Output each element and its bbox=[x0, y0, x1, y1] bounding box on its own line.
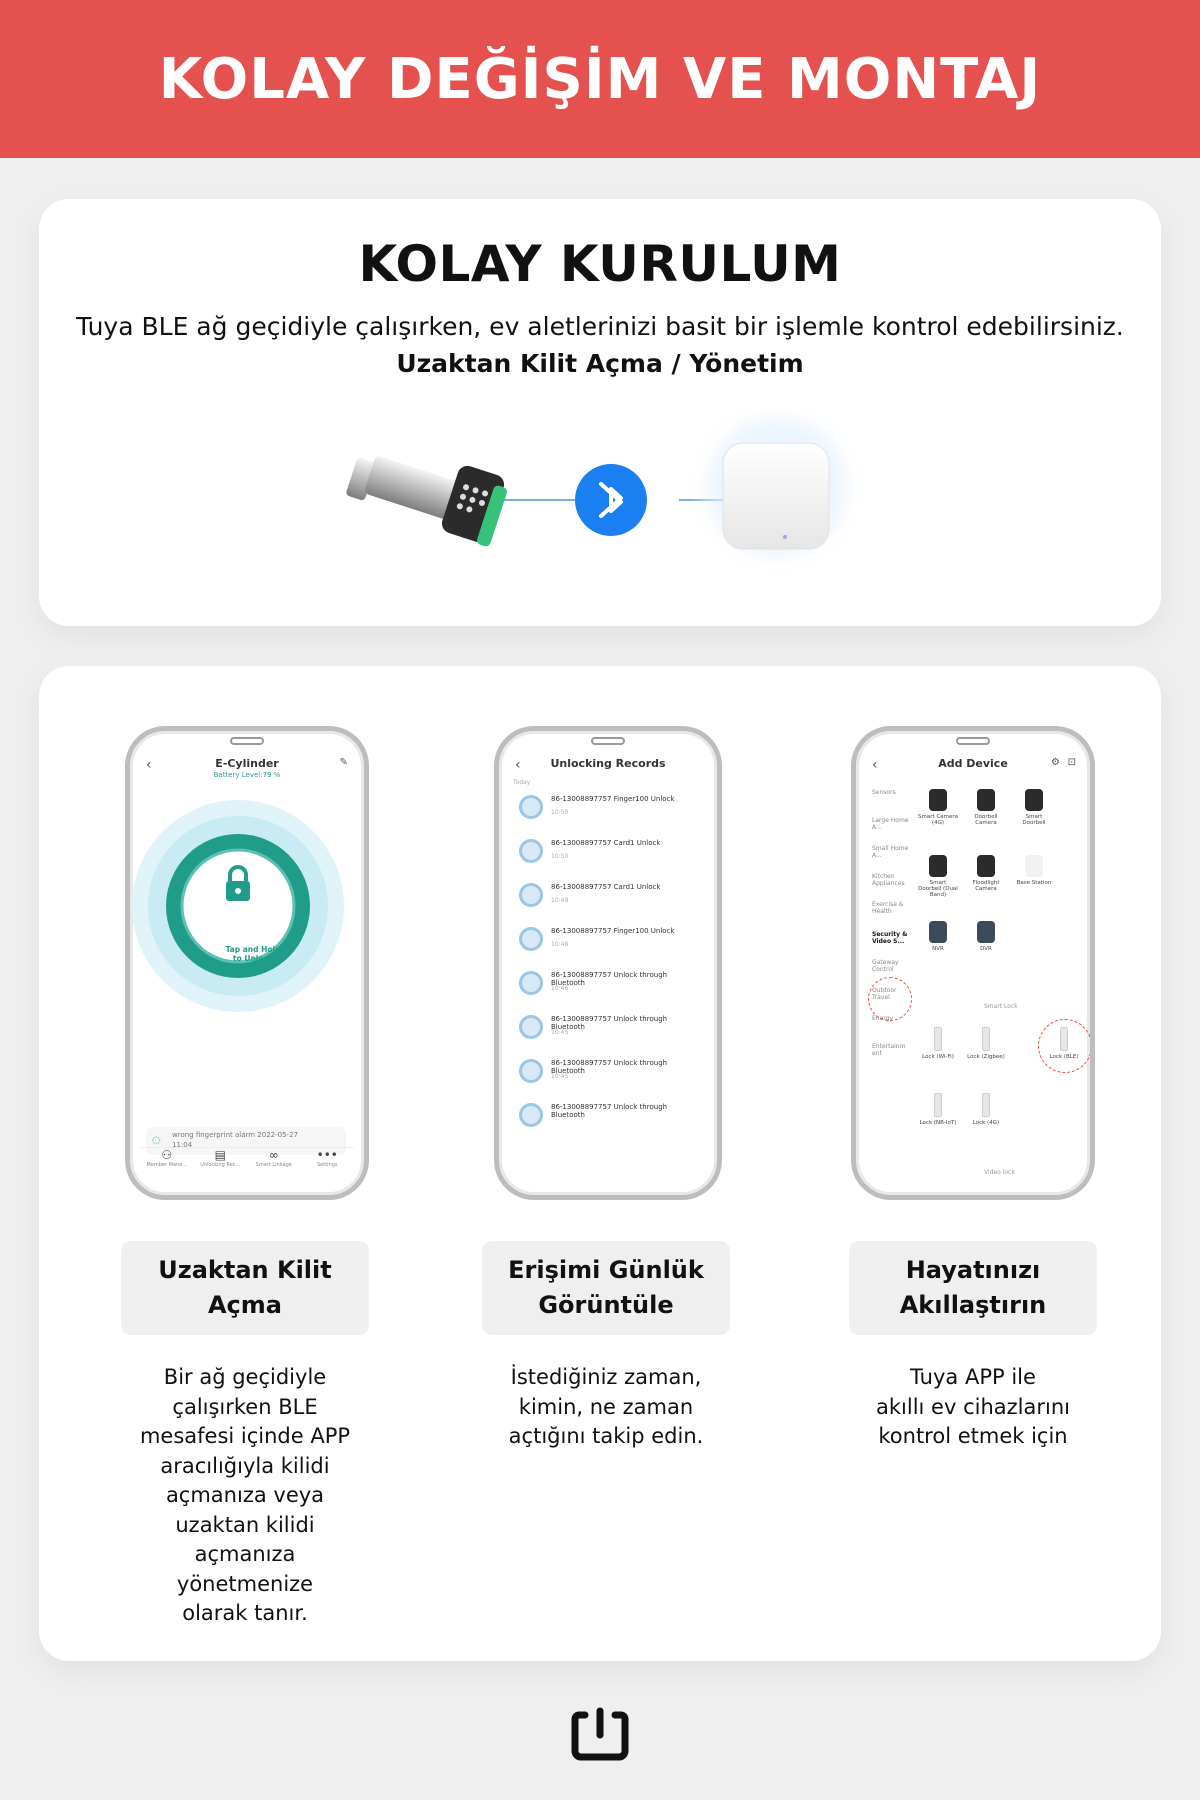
alarm-time: 11:04 bbox=[172, 1141, 193, 1149]
user-icon: ⚇ bbox=[161, 1148, 173, 1162]
category-item[interactable]: Exercise & Health bbox=[872, 901, 904, 915]
device-label: Smart Doorbell bbox=[1022, 814, 1046, 826]
back-icon[interactable]: ‹ bbox=[872, 757, 878, 773]
unlock-button-line1: Tap and Hold bbox=[225, 945, 281, 954]
lock-item[interactable] bbox=[918, 1027, 958, 1060]
category-item[interactable]: Large Home A... bbox=[872, 817, 909, 831]
device-label: NVR bbox=[932, 946, 944, 952]
lock-item[interactable] bbox=[918, 1093, 958, 1126]
device-label: Floodlight Camera bbox=[972, 880, 1000, 892]
phone-add-device-screenshot bbox=[851, 726, 1095, 1200]
category-item[interactable]: Small Home A... bbox=[872, 845, 909, 859]
category-item[interactable]: Sensors bbox=[872, 789, 896, 796]
device-item[interactable] bbox=[1014, 789, 1054, 826]
device-icon bbox=[1025, 855, 1043, 877]
feature-label-remote-unlock: Uzaktan Kilit Açma bbox=[121, 1241, 369, 1335]
lock-icon bbox=[934, 1027, 942, 1051]
device-label: Smart Camera (4G) bbox=[918, 814, 958, 826]
bottom-nav bbox=[140, 1147, 354, 1181]
record-text: 86-13008897757 Unlock through Bluetooth bbox=[551, 1015, 668, 1031]
records-section-label: Today bbox=[513, 779, 531, 786]
back-icon: ‹ bbox=[146, 757, 152, 773]
device-label: Smart Doorbell (Dual Band) bbox=[918, 880, 958, 898]
nav-linkage[interactable]: ∞ Smart Linkage bbox=[247, 1148, 301, 1181]
phone-unlock-records-screenshot bbox=[494, 726, 722, 1200]
avatar-icon bbox=[519, 927, 543, 951]
unlock-button[interactable] bbox=[198, 945, 308, 963]
brand-logo-icon bbox=[571, 1707, 629, 1761]
device-icon bbox=[1025, 789, 1043, 811]
category-item[interactable]: Gateway Control bbox=[872, 959, 899, 973]
feature-label-smart-life: Hayatınızı Akıllaştırın bbox=[849, 1241, 1097, 1335]
record-text: 86-13008897757 Unlock through Bluetooth bbox=[551, 1103, 668, 1119]
device-label: DVR bbox=[980, 946, 992, 952]
lock-icon bbox=[982, 1093, 990, 1117]
lock-label: Lock (NB-IoT) bbox=[919, 1120, 957, 1126]
setup-title: KOLAY KURULUM bbox=[358, 235, 842, 293]
alarm-icon: ◌ bbox=[152, 1135, 161, 1146]
feature-text-remote-unlock: Bir ağ geçidiyle çalışırken BLE mesafesi içinde APP aracılığıyla kilidi açmanıza veya uzaktan kilidi açmanıza yönetmenize olarak tanır. bbox=[139, 1365, 351, 1625]
lock-item[interactable] bbox=[966, 1093, 1006, 1126]
device-item[interactable] bbox=[966, 921, 1006, 952]
device-label: Base Station bbox=[1016, 880, 1052, 886]
avatar-icon bbox=[519, 1059, 543, 1083]
category-item[interactable]: Kitchen Appliances bbox=[872, 873, 905, 887]
feature-text-access-log: İstediğiniz zaman, kimin, ne zaman açtığını takip edin. bbox=[508, 1365, 704, 1448]
unlock-button-line2: to Unlock bbox=[233, 954, 273, 963]
setup-subtitle: Uzaktan Kilit Açma / Yönetim bbox=[396, 349, 804, 378]
unlock-record-row[interactable] bbox=[519, 923, 701, 961]
lock-item[interactable] bbox=[966, 1027, 1006, 1060]
records-icon: ▤ bbox=[214, 1148, 226, 1162]
phone-notch bbox=[230, 737, 264, 745]
record-time: 10:50 bbox=[551, 809, 569, 816]
avatar-icon bbox=[519, 1015, 543, 1039]
lock-label: Lock (BLE) bbox=[1049, 1054, 1079, 1060]
nav-settings[interactable]: ••• Settings bbox=[301, 1148, 355, 1181]
feature-text-smart-life: Tuya APP ile akıllı ev cihazlarını kontrol etmek için bbox=[876, 1365, 1070, 1448]
nav-members[interactable]: ⚇ Member Mana... bbox=[140, 1148, 194, 1181]
link-icon: ∞ bbox=[268, 1148, 279, 1162]
avatar-icon bbox=[519, 839, 543, 863]
device-illustration bbox=[39, 409, 1161, 609]
security-highlight bbox=[868, 977, 912, 1021]
device-icon bbox=[977, 855, 995, 877]
bluetooth-icon bbox=[575, 464, 647, 536]
device-item[interactable] bbox=[1014, 855, 1054, 886]
settings-icon[interactable]: ⚙ bbox=[1051, 757, 1060, 768]
lock-icon bbox=[982, 1027, 990, 1051]
phone2-title: Unlocking Records bbox=[550, 757, 666, 770]
phone3-title: Add Device bbox=[938, 757, 1008, 770]
device-item[interactable] bbox=[966, 789, 1006, 826]
avatar-icon bbox=[519, 883, 543, 907]
phone1-battery: Battery Level:79 % bbox=[213, 771, 281, 779]
device-label: Doorbell Camera bbox=[974, 814, 998, 826]
unlock-record-row[interactable] bbox=[519, 879, 701, 917]
more-icon: ••• bbox=[316, 1148, 338, 1162]
unlock-record-row[interactable] bbox=[519, 1011, 701, 1049]
unlock-record-row[interactable] bbox=[519, 835, 701, 873]
lock-label: Lock (Zigbee) bbox=[967, 1054, 1005, 1060]
avatar-icon bbox=[519, 795, 543, 819]
lock-label: Lock (Wi-Fi) bbox=[922, 1054, 954, 1060]
category-item[interactable]: Outdoor Travel bbox=[872, 987, 897, 1001]
record-time: 10:45 bbox=[551, 1029, 569, 1036]
smart-lock-section-label: Smart Lock bbox=[984, 1003, 1018, 1010]
category-item[interactable]: Security & Video S... bbox=[872, 931, 908, 945]
phone-lock-control-screenshot bbox=[125, 726, 369, 1200]
record-time: 10:48 bbox=[551, 941, 569, 948]
record-text: 86-13008897757 Card1 Unlock bbox=[551, 839, 661, 847]
feature-label-access-log: Erişimi Günlük Görüntüle bbox=[482, 1241, 730, 1335]
category-item[interactable]: Energy bbox=[872, 1015, 894, 1022]
lock-label: Lock (4G) bbox=[972, 1120, 1000, 1126]
lock-icon bbox=[934, 1093, 942, 1117]
scan-icon[interactable]: ⊡ bbox=[1067, 757, 1076, 768]
back-icon[interactable]: ‹ bbox=[515, 757, 521, 773]
record-time: 10:49 bbox=[551, 897, 569, 904]
edit-icon: ✎ bbox=[339, 757, 348, 768]
phone-notch bbox=[956, 737, 990, 745]
smart-lock-cylinder-image bbox=[345, 455, 508, 548]
record-text: 86-13008897757 Unlock through Bluetooth bbox=[551, 971, 668, 987]
setup-description: Tuya BLE ağ geçidiyle çalışırken, ev aletlerinizi basit bir işlemle kontrol edebilirsiniz. bbox=[76, 312, 1124, 341]
unlock-record-row[interactable] bbox=[519, 967, 701, 1005]
device-item[interactable] bbox=[918, 921, 958, 952]
device-icon bbox=[977, 921, 995, 943]
record-text: 86-13008897757 Unlock through Bluetooth bbox=[551, 1059, 668, 1075]
unlock-record-row[interactable] bbox=[519, 791, 701, 829]
phone1-title: E-Cylinder bbox=[215, 757, 279, 770]
unlock-record-row[interactable] bbox=[519, 1099, 701, 1137]
record-text: 86-13008897757 Finger100 Unlock bbox=[551, 795, 675, 803]
device-item[interactable] bbox=[918, 789, 958, 826]
setup-card bbox=[39, 199, 1161, 626]
nav-records[interactable]: ▤ Unlocking Rec... bbox=[194, 1148, 248, 1181]
avatar-icon bbox=[519, 971, 543, 995]
unlock-ring-graphic bbox=[126, 791, 369, 1021]
phone-notch bbox=[591, 737, 625, 745]
device-icon bbox=[977, 789, 995, 811]
device-item[interactable] bbox=[966, 855, 1006, 892]
device-icon bbox=[929, 855, 947, 877]
video-lock-label: Video lock bbox=[984, 1169, 1015, 1176]
unlock-record-row[interactable] bbox=[519, 1055, 701, 1093]
gateway-hub-image bbox=[687, 409, 867, 577]
record-text: 86-13008897757 Finger100 Unlock bbox=[551, 927, 675, 935]
category-item[interactable]: Entertainm ent bbox=[872, 1043, 906, 1057]
header-banner bbox=[0, 0, 1200, 158]
device-icon bbox=[929, 789, 947, 811]
features-card bbox=[39, 666, 1161, 1661]
device-icon bbox=[929, 921, 947, 943]
avatar-icon bbox=[519, 1103, 543, 1127]
record-time: 10:46 bbox=[551, 985, 569, 992]
record-time: 10:50 bbox=[551, 853, 569, 860]
record-text: 86-13008897757 Card1 Unlock bbox=[551, 883, 661, 891]
banner-title: KOLAY DEĞİŞİM VE MONTAJ bbox=[158, 46, 1042, 112]
ble-lock-highlight bbox=[1038, 1019, 1092, 1073]
record-time: 10:45 bbox=[551, 1073, 569, 1080]
alarm-text: wrong fingerprint alarm 2022-05-27 bbox=[172, 1131, 298, 1139]
device-item[interactable] bbox=[918, 855, 958, 898]
